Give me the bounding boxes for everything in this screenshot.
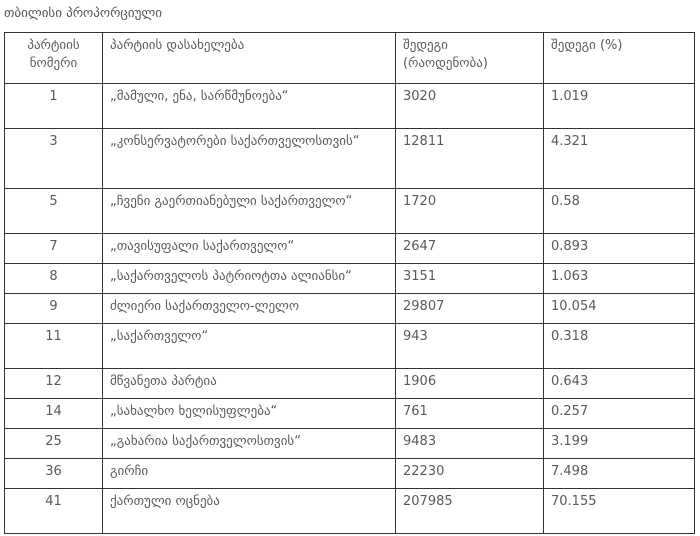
cell-percent: 10.054 [544, 294, 695, 324]
cell-number: 7 [5, 234, 103, 264]
table-row [5, 399, 695, 429]
cell-percent: 0.893 [544, 234, 695, 264]
cell-votes: 1720 [396, 189, 544, 234]
cell-name: „გახარია საქართველოსთვის“ [103, 429, 396, 459]
cell-number: 8 [5, 264, 103, 294]
cell-name: „საქართველო“ [103, 324, 396, 369]
cell-number: 36 [5, 459, 103, 489]
cell-percent: 3.199 [544, 429, 695, 459]
header-name: პარტიის დასახელება [103, 33, 396, 84]
cell-number: 5 [5, 189, 103, 234]
table-row [5, 264, 695, 294]
cell-name: „მამული, ენა, სარწმუნოება“ [103, 84, 396, 129]
cell-votes: 29807 [396, 294, 544, 324]
cell-percent: 4.321 [544, 129, 695, 189]
table-row [5, 489, 695, 534]
cell-votes: 2647 [396, 234, 544, 264]
cell-number: 11 [5, 324, 103, 369]
cell-number: 14 [5, 399, 103, 429]
cell-votes: 3151 [396, 264, 544, 294]
cell-name: „სახალხო ხელისუფლება“ [103, 399, 396, 429]
cell-votes: 943 [396, 324, 544, 369]
table-row [5, 294, 695, 324]
cell-name: ძლიერი საქართველო-ლელო [103, 294, 396, 324]
cell-name: „საქართველოს პატრიოტთა ალიანსი“ [103, 264, 396, 294]
cell-votes: 761 [396, 399, 544, 429]
cell-percent: 1.019 [544, 84, 695, 129]
cell-number: 41 [5, 489, 103, 534]
header-percent: შედეგი (%) [544, 33, 695, 84]
cell-number: 12 [5, 369, 103, 399]
cell-percent: 70.155 [544, 489, 695, 534]
cell-number: 9 [5, 294, 103, 324]
cell-votes: 22230 [396, 459, 544, 489]
cell-percent: 0.318 [544, 324, 695, 369]
table-row [5, 324, 695, 369]
cell-name: გირჩი [103, 459, 396, 489]
header-number: პარტიის ნომერი [5, 33, 103, 84]
cell-percent: 7.498 [544, 459, 695, 489]
cell-number: 1 [5, 84, 103, 129]
cell-number: 25 [5, 429, 103, 459]
table-row [5, 429, 695, 459]
cell-name: ქართული ოცნება [103, 489, 396, 534]
table-row [5, 129, 695, 189]
cell-votes: 9483 [396, 429, 544, 459]
cell-percent: 1.063 [544, 264, 695, 294]
cell-percent: 0.58 [544, 189, 695, 234]
cell-name: მწვანეთა პარტია [103, 369, 396, 399]
table-row [5, 369, 695, 399]
table-header-row [5, 33, 695, 84]
table-caption: თბილისი პროპორციული [4, 6, 162, 21]
cell-votes: 3020 [396, 84, 544, 129]
cell-name: „კონსერვატორები საქართველოსთვის“ [103, 129, 396, 189]
cell-number: 3 [5, 129, 103, 189]
cell-name: „ჩვენი გაერთიანებული საქართველო“ [103, 189, 396, 234]
cell-votes: 12811 [396, 129, 544, 189]
table-row [5, 459, 695, 489]
table-row [5, 234, 695, 264]
table-row [5, 84, 695, 129]
cell-percent: 0.643 [544, 369, 695, 399]
cell-percent: 0.257 [544, 399, 695, 429]
table-row [5, 189, 695, 234]
cell-votes: 207985 [396, 489, 544, 534]
header-votes: შედეგი (რაოდენობა) [396, 33, 544, 84]
results-table [4, 32, 695, 534]
cell-votes: 1906 [396, 369, 544, 399]
cell-name: „თავისუფალი საქართველო“ [103, 234, 396, 264]
